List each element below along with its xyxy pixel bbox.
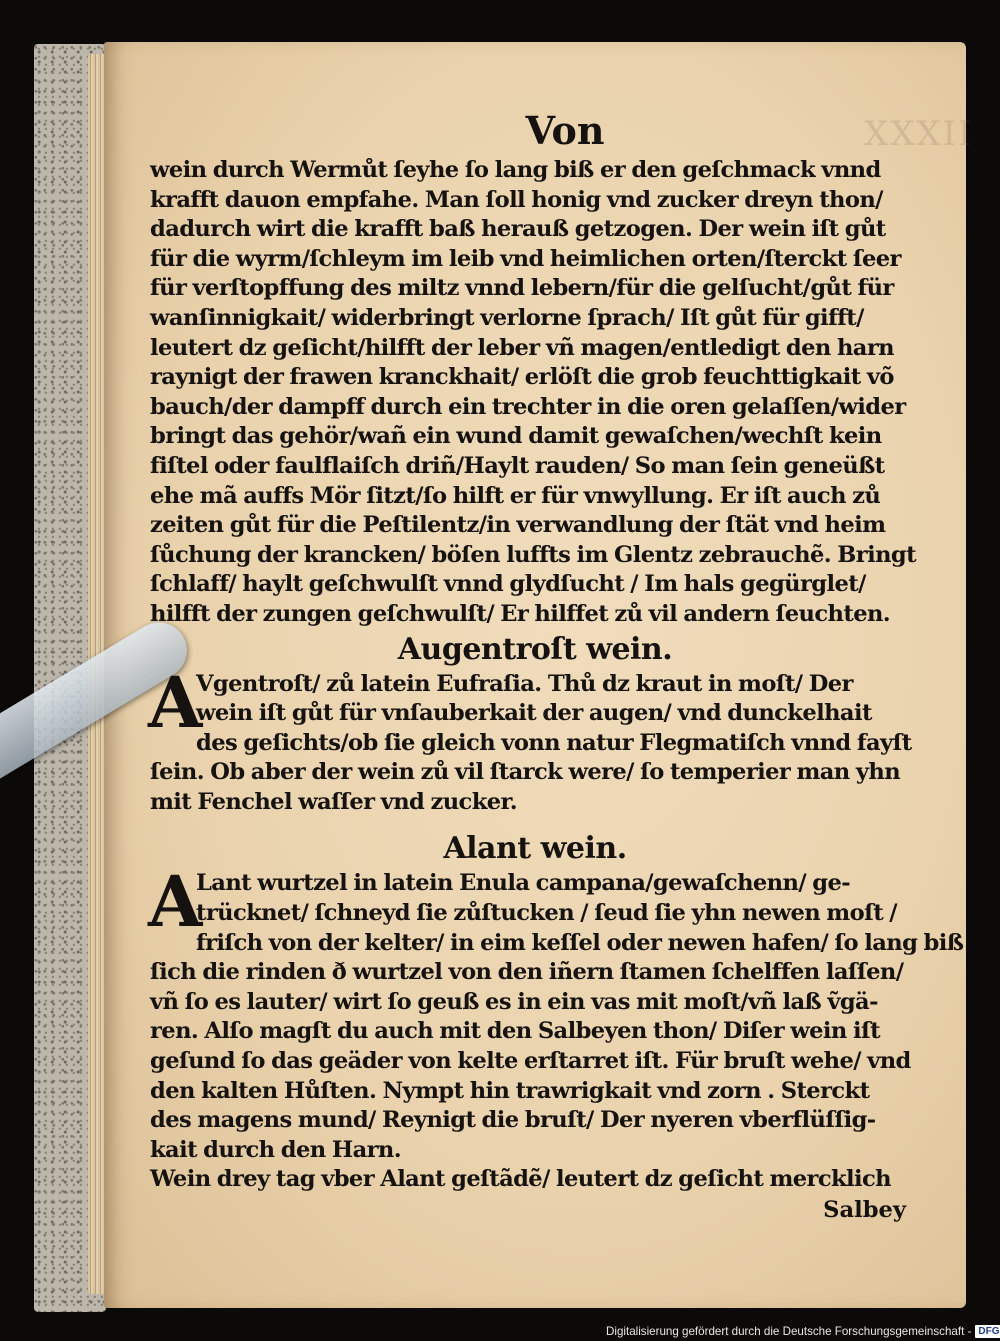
text-line: dadurch wirt die krafft baß herauß getzogen. Der wein iſt gůt [150,216,886,243]
text-line: hilfft der zungen geſchwulſt/ Er hilffet zů vil andern ſeuchten. [150,600,891,627]
text-line: des geſichts/ob ſie gleich vonn natur Flegmatiſch vnnd fayſt [196,729,912,756]
text-line: ſich die rinden ð wurtzel von den iñern ſtamen ſchelffen laſſen/ [150,959,904,986]
text-line: ſchlaff/ haylt geſchwulſt vnnd glydſucht / Im hals gegürglet/ [150,571,866,598]
text-line: raynigt der frawen kranckhait/ erlöſt die grob feuchttigkait võ [150,364,894,391]
text-line: Lant wurtzel in latein Enula campana/gewaſchenn/ ge- [196,870,850,897]
catchword: Salbey [823,1197,906,1223]
text-line: ſein. Ob aber der wein zů vil ſtarck were/ ſo temperier man yhn [150,759,901,786]
text-line: ehe mã auffs Mör ſitzt/ſo hilft er für vnwyllung. Er iſt auch zů [150,482,881,509]
text-line: krafft dauon empfahe. Man ſoll honig vnd zucker dreyn thon/ [150,186,883,213]
footer-text: Digitalisierung gefördert durch die Deutsche Forschungsgemeinschaft - [606,1325,972,1338]
text-line: ren. Alſo magſt du auch mit den Salbeyen thon/ Diſer wein iſt [150,1018,880,1045]
running-head: Von [525,108,605,153]
section-heading-alant: Alant wein. [443,831,627,867]
text-line: wein durch Wermůt ſeyhe ſo lang biß er den geſchmack vnnd [150,157,881,183]
text-line: geſund ſo das geäder von kelte erſtarret iſt. Für bruſt wehe/ vnd [150,1048,911,1075]
text-line: für verſtopffung des miltz vnnd lebern/für die gelſucht/gůt für [150,275,894,302]
funding-footer [606,1322,1000,1341]
text-line: bringt das gehör/wañ ein wund damit gewaſchen/wechſt kein [150,423,882,450]
text-line: für die wyrm/ſchleym im leib vnd heimlichen orten/ſterckt ſeer [150,245,901,272]
intro-paragraph [150,156,920,630]
text-line: Vgentroſt/ zů latein Eufraſia. Thů dz kraut in moſt/ Der [196,670,853,697]
faint-page-number: XXXII [864,114,974,154]
text-line: trücknet/ ſchneyd ſie zůſtucken / ſeud ſie yhn newen moſt / [196,900,897,927]
text-line: wanſinnigkait/ widerbringt verlorne ſprach/ Iſt gůt für gifft/ [150,304,864,331]
text-line: leutert dz geſicht/hilfft der leber vñ magen/entledigt den harn [150,334,894,361]
text-line: mit Fenchel waſſer vnd zucker. [150,788,518,815]
text-line: vñ ſo es lauter/ wirt ſo geuß es in ein vas mit moſt/vñ laß ṽgä- [150,988,878,1015]
drop-initial: A [148,660,203,744]
text-line: zeiten gůt für die Peſtilentz/in verwandlung der ſtät vnd heim [150,512,886,539]
text-line: ſůchung der krancken/ böſen luffts im Glentz zebrauchẽ. Bringt [150,541,916,568]
page-text [148,108,964,1225]
dfg-logo: DFG [975,1325,1000,1338]
section-heading-augentrost: Augentroſt wein. [397,631,673,667]
text-line: den kalten Hůſten. Nympt hin trawrigkait vnd zorn . Sterckt [150,1077,870,1104]
text-line: Wein drey tag vber Alant geſtãdẽ/ leutert dz geſicht mercklich [150,1166,892,1193]
text-line: des magens mund/ Reynigt die bruſt/ Der nyeren vberflüſſig- [150,1107,876,1134]
text-line: fiſtel oder faulflaiſch driñ/Haylt rauden/ So man ſein geneüßt [150,452,885,479]
drop-initial: A [148,860,203,944]
text-line: friſch von der kelter/ in eim keſſel oder newen hafen/ ſo lang biß [196,929,964,956]
text-line: wein iſt gůt für vnſauberkait der augen/ vnd dunckelhait [196,700,872,727]
section-alant [148,860,964,1195]
text-line: bauch/der dampff durch ein trechter in die oren gelaſſen/wider [150,393,906,420]
text-line: kait durch den Harn. [150,1136,402,1163]
section-augentrost [148,660,920,818]
